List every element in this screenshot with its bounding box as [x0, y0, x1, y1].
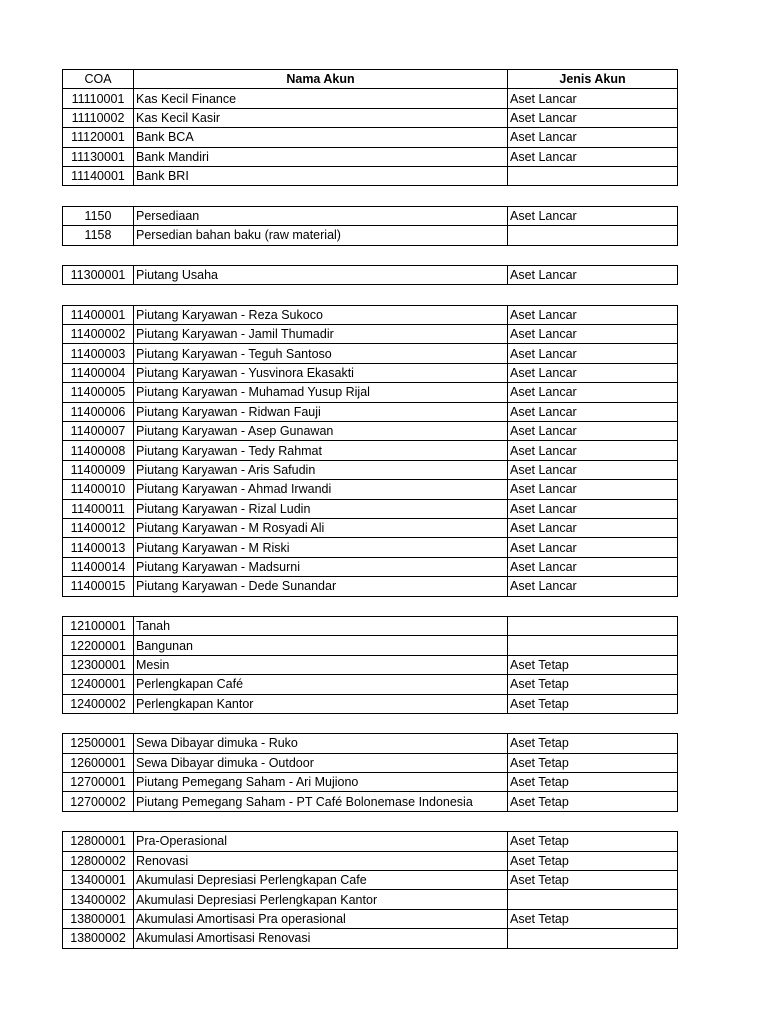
coa-cell: 12400001 [63, 675, 134, 694]
table-row [63, 325, 678, 344]
table-row [63, 166, 678, 185]
group-spacer [62, 597, 677, 616]
jenis-akun-cell: Aset Lancar [508, 128, 678, 147]
coa-cell: 13800001 [63, 909, 134, 928]
coa-cell: 13800002 [63, 929, 134, 948]
jenis-akun-cell: Aset Lancar [508, 460, 678, 479]
jenis-akun-cell: Aset Lancar [508, 147, 678, 166]
jenis-akun-cell: Aset Lancar [508, 305, 678, 324]
table-row [63, 402, 678, 421]
coa-cell: 11400005 [63, 383, 134, 402]
coa-cell: 12700001 [63, 773, 134, 792]
coa-cell: 12100001 [63, 616, 134, 635]
account-group-table [62, 265, 678, 285]
jenis-akun-cell [508, 616, 678, 635]
table-row [63, 675, 678, 694]
table-row [63, 890, 678, 909]
coa-cell: 11110002 [63, 108, 134, 127]
coa-cell: 12600001 [63, 753, 134, 772]
table-row [63, 694, 678, 713]
nama-akun-cell: Piutang Karyawan - Asep Gunawan [134, 422, 508, 441]
jenis-akun-cell: Aset Lancar [508, 344, 678, 363]
jenis-akun-cell [508, 226, 678, 245]
header-nama-akun: Nama Akun [134, 70, 508, 89]
account-group-table [62, 305, 678, 597]
table-row [63, 773, 678, 792]
table-row [63, 305, 678, 324]
jenis-akun-cell: Aset Lancar [508, 325, 678, 344]
table-row [63, 851, 678, 870]
nama-akun-cell: Akumulasi Amortisasi Renovasi [134, 929, 508, 948]
table-row [63, 89, 678, 108]
nama-akun-cell: Tanah [134, 616, 508, 635]
nama-akun-cell: Piutang Karyawan - Reza Sukoco [134, 305, 508, 324]
table-row [63, 734, 678, 753]
coa-cell: 11400003 [63, 344, 134, 363]
jenis-akun-cell: Aset Lancar [508, 422, 678, 441]
coa-cell: 12500001 [63, 734, 134, 753]
group-spacer [62, 186, 677, 205]
table-row [63, 636, 678, 655]
nama-akun-cell: Pra-Operasional [134, 832, 508, 851]
jenis-akun-cell [508, 929, 678, 948]
jenis-akun-cell: Aset Tetap [508, 832, 678, 851]
table-row [63, 422, 678, 441]
table-row [63, 871, 678, 890]
nama-akun-cell: Piutang Karyawan - Jamil Thumadir [134, 325, 508, 344]
jenis-akun-cell: Aset Lancar [508, 499, 678, 518]
account-group-table [62, 616, 678, 714]
coa-cell: 1150 [63, 206, 134, 225]
jenis-akun-cell: Aset Tetap [508, 655, 678, 674]
table-row [63, 909, 678, 928]
coa-cell: 11400007 [63, 422, 134, 441]
nama-akun-cell: Piutang Karyawan - Ridwan Fauji [134, 402, 508, 421]
table-row [63, 929, 678, 948]
table-row [63, 538, 678, 557]
jenis-akun-cell: Aset Lancar [508, 557, 678, 576]
coa-cell: 11400002 [63, 325, 134, 344]
nama-akun-cell: Sewa Dibayar dimuka - Ruko [134, 734, 508, 753]
nama-akun-cell: Kas Kecil Finance [134, 89, 508, 108]
table-row [63, 577, 678, 596]
coa-cell: 11400013 [63, 538, 134, 557]
table-row [63, 441, 678, 460]
coa-cell: 12300001 [63, 655, 134, 674]
nama-akun-cell: Piutang Karyawan - Dede Sunandar [134, 577, 508, 596]
coa-cell: 11400014 [63, 557, 134, 576]
table-row [63, 557, 678, 576]
table-row [63, 616, 678, 635]
nama-akun-cell: Akumulasi Depresiasi Perlengkapan Kantor [134, 890, 508, 909]
coa-cell: 11400001 [63, 305, 134, 324]
nama-akun-cell: Piutang Karyawan - Madsurni [134, 557, 508, 576]
coa-cell: 12800001 [63, 832, 134, 851]
nama-akun-cell: Mesin [134, 655, 508, 674]
jenis-akun-cell: Aset Lancar [508, 108, 678, 127]
jenis-akun-cell: Aset Lancar [508, 402, 678, 421]
account-group-table [62, 831, 678, 948]
nama-akun-cell: Perlengkapan Kantor [134, 694, 508, 713]
jenis-akun-cell [508, 166, 678, 185]
nama-akun-cell: Piutang Karyawan - M Riski [134, 538, 508, 557]
jenis-akun-cell: Aset Tetap [508, 909, 678, 928]
coa-cell: 11300001 [63, 265, 134, 284]
jenis-akun-cell: Aset Lancar [508, 441, 678, 460]
coa-cell: 13400002 [63, 890, 134, 909]
coa-cell: 1158 [63, 226, 134, 245]
coa-cell: 11120001 [63, 128, 134, 147]
coa-cell: 12700002 [63, 792, 134, 811]
coa-cell: 12800002 [63, 851, 134, 870]
header-coa: COA [63, 70, 134, 89]
nama-akun-cell: Bangunan [134, 636, 508, 655]
table-row [63, 265, 678, 284]
table-row [63, 753, 678, 772]
jenis-akun-cell: Aset Tetap [508, 871, 678, 890]
group-spacer [62, 246, 677, 265]
nama-akun-cell: Persedian bahan baku (raw material) [134, 226, 508, 245]
table-row [63, 499, 678, 518]
jenis-akun-cell: Aset Tetap [508, 694, 678, 713]
account-group-table [62, 69, 678, 186]
jenis-akun-cell: Aset Tetap [508, 675, 678, 694]
header-row [63, 70, 678, 89]
table-row [63, 363, 678, 382]
jenis-akun-cell [508, 636, 678, 655]
jenis-akun-cell: Aset Lancar [508, 89, 678, 108]
nama-akun-cell: Piutang Karyawan - Tedy Rahmat [134, 441, 508, 460]
nama-akun-cell: Piutang Pemegang Saham - PT Café Bolonemase Indonesia [134, 792, 508, 811]
jenis-akun-cell: Aset Lancar [508, 577, 678, 596]
table-row [63, 460, 678, 479]
nama-akun-cell: Piutang Usaha [134, 265, 508, 284]
group-spacer [62, 812, 677, 831]
table-row [63, 832, 678, 851]
coa-cell: 12400002 [63, 694, 134, 713]
coa-cell: 11400004 [63, 363, 134, 382]
nama-akun-cell: Piutang Karyawan - Ahmad Irwandi [134, 480, 508, 499]
nama-akun-cell: Piutang Karyawan - Teguh Santoso [134, 344, 508, 363]
nama-akun-cell: Renovasi [134, 851, 508, 870]
jenis-akun-cell: Aset Tetap [508, 792, 678, 811]
nama-akun-cell: Piutang Pemegang Saham - Ari Mujiono [134, 773, 508, 792]
jenis-akun-cell [508, 890, 678, 909]
table-row [63, 147, 678, 166]
group-spacer [62, 714, 677, 733]
coa-cell: 11110001 [63, 89, 134, 108]
coa-cell: 11400008 [63, 441, 134, 460]
nama-akun-cell: Kas Kecil Kasir [134, 108, 508, 127]
coa-cell: 11400012 [63, 518, 134, 537]
table-row [63, 480, 678, 499]
jenis-akun-cell: Aset Lancar [508, 265, 678, 284]
jenis-akun-cell: Aset Tetap [508, 773, 678, 792]
nama-akun-cell: Akumulasi Depresiasi Perlengkapan Cafe [134, 871, 508, 890]
jenis-akun-cell: Aset Lancar [508, 538, 678, 557]
jenis-akun-cell: Aset Lancar [508, 518, 678, 537]
coa-sheet [62, 69, 677, 949]
nama-akun-cell: Sewa Dibayar dimuka - Outdoor [134, 753, 508, 772]
nama-akun-cell: Perlengkapan Café [134, 675, 508, 694]
account-group-table [62, 733, 678, 812]
coa-cell: 11400015 [63, 577, 134, 596]
table-row [63, 655, 678, 674]
table-row [63, 792, 678, 811]
nama-akun-cell: Persediaan [134, 206, 508, 225]
jenis-akun-cell: Aset Lancar [508, 363, 678, 382]
coa-cell: 11140001 [63, 166, 134, 185]
coa-cell: 11130001 [63, 147, 134, 166]
jenis-akun-cell: Aset Tetap [508, 734, 678, 753]
jenis-akun-cell: Aset Lancar [508, 206, 678, 225]
coa-cell: 11400009 [63, 460, 134, 479]
table-row [63, 344, 678, 363]
nama-akun-cell: Piutang Karyawan - Aris Safudin [134, 460, 508, 479]
account-group-table [62, 206, 678, 246]
jenis-akun-cell: Aset Tetap [508, 851, 678, 870]
nama-akun-cell: Piutang Karyawan - Yusvinora Ekasakti [134, 363, 508, 382]
coa-cell: 11400011 [63, 499, 134, 518]
coa-cell: 13400001 [63, 871, 134, 890]
nama-akun-cell: Piutang Karyawan - Rizal Ludin [134, 499, 508, 518]
table-row [63, 206, 678, 225]
nama-akun-cell: Bank BRI [134, 166, 508, 185]
coa-cell: 12200001 [63, 636, 134, 655]
table-row [63, 128, 678, 147]
table-row [63, 518, 678, 537]
nama-akun-cell: Piutang Karyawan - Muhamad Yusup Rijal [134, 383, 508, 402]
table-row [63, 383, 678, 402]
nama-akun-cell: Akumulasi Amortisasi Pra operasional [134, 909, 508, 928]
table-row [63, 226, 678, 245]
coa-cell: 11400006 [63, 402, 134, 421]
header-jenis-akun: Jenis Akun [508, 70, 678, 89]
jenis-akun-cell: Aset Lancar [508, 383, 678, 402]
coa-cell: 11400010 [63, 480, 134, 499]
jenis-akun-cell: Aset Tetap [508, 753, 678, 772]
nama-akun-cell: Piutang Karyawan - M Rosyadi Ali [134, 518, 508, 537]
group-spacer [62, 285, 677, 304]
jenis-akun-cell: Aset Lancar [508, 480, 678, 499]
nama-akun-cell: Bank Mandiri [134, 147, 508, 166]
table-row [63, 108, 678, 127]
nama-akun-cell: Bank BCA [134, 128, 508, 147]
